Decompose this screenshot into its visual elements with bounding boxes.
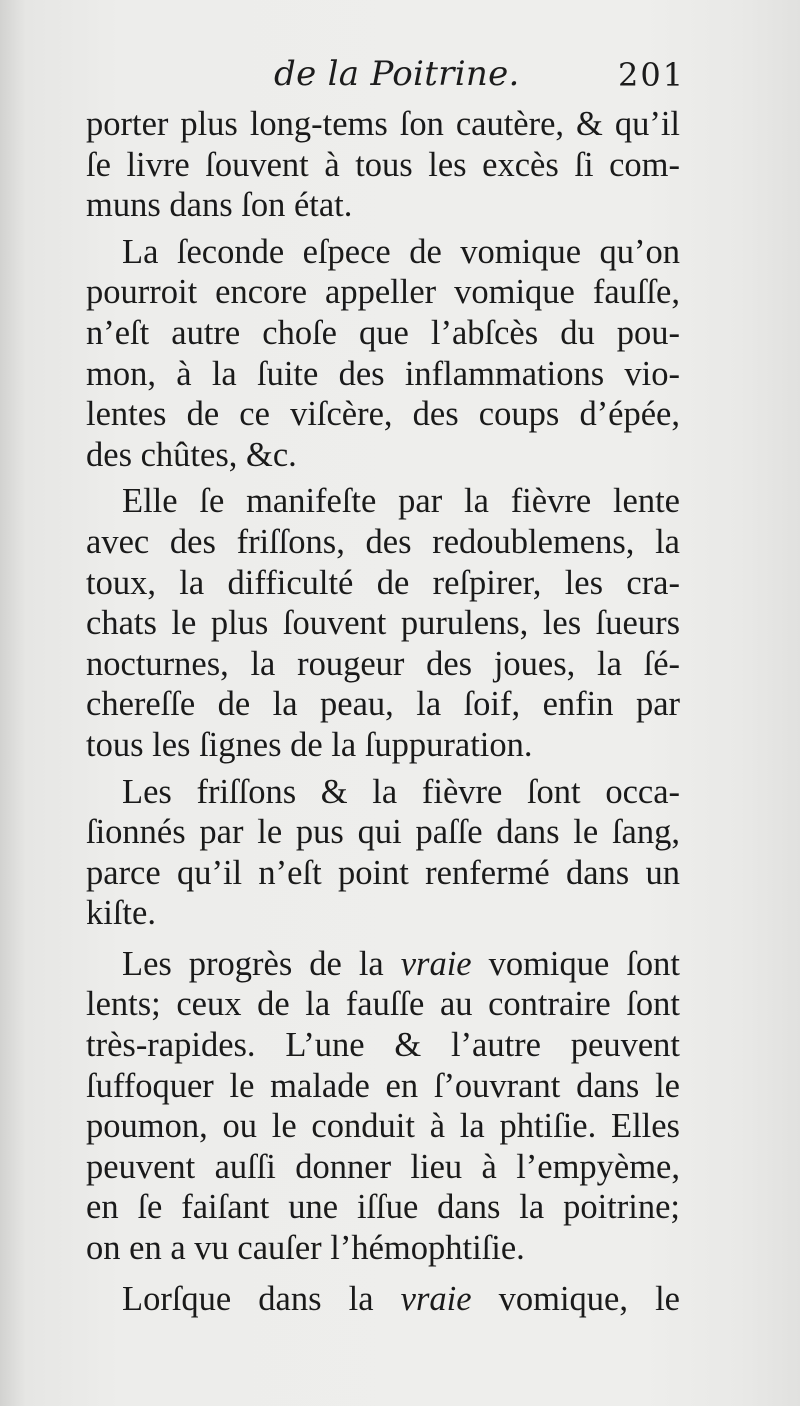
text-line: poumon, ou le conduit à la phtiſie. Elles [86,1107,680,1146]
text-line: tous les ſignes de la ſuppuration. [86,725,533,764]
text-line: lentes de ce viſcère, des coups d’épée, [86,395,680,434]
text-segment: vomique, le [471,1279,680,1318]
text-line: en ſe faiſant une iſſue dans la poitrine; [86,1188,680,1227]
text-line: des chûtes, &c. [86,435,297,474]
text-line: ſionnés par le pus qui paſſe dans le ſang, [86,813,680,852]
text-line: kiſte. [86,894,156,933]
running-head [0,52,800,100]
text-line: muns dans ſon état. [86,186,353,225]
text-line: mon, à la ſuite des inflammations vio- [86,354,680,393]
text-line: avec des friſſons, des redoublemens, la [86,522,680,561]
text-line: nocturnes, la rougeur des joues, la ſé- [86,644,680,683]
text-line: chats le plus ſouvent purulens, les ſueurs [86,604,680,643]
text-line: n’eſt autre choſe que l’abſcès du pou- [86,313,680,352]
running-title: de la Poitrine. [274,54,520,94]
text-line: peuvent auſſi donner lieu à l’empyème, [86,1147,680,1186]
text-line: pourroit encore appeller vomique fauſſe, [86,273,680,312]
text-line: parce qu’il n’eſt point renfermé dans un [86,853,680,892]
body-text [86,104,680,1319]
text-line: lents; ceux de la fauſſe au contraire ſont [86,985,680,1024]
text-line [86,1279,680,1320]
text-line: porter plus long-tems ſon cautère, & qu’il [86,105,680,143]
text-line: ſe livre ſouvent à tous les excès ſi com- [86,145,680,184]
text-line: très-rapides. L’une & l’autre peuvent [86,1026,680,1065]
page-number: 201 [618,56,686,94]
text-line: on en a vu cauſer l’hémophtiſie. [86,1229,525,1268]
text-segment: Les progrès de la [122,944,401,983]
text-line: Elle ſe manifeſte par la fièvre lente [122,482,680,521]
text-line: Les friſſons & la fièvre ſont occa- [122,772,680,811]
italic-word: vraie [400,944,472,983]
text-segment: Lorſque dans la [122,1279,401,1318]
italic-word: vraie [400,1279,472,1318]
text-line: toux, la difficulté de reſpirer, les cra- [86,563,680,602]
text-line: chereſſe de la peau, la ſoif, enfin par [86,685,680,724]
text-line: ſuffoquer le malade en ſ’ouvrant dans le [86,1066,680,1105]
text-segment: vomique ſont [471,944,680,983]
text-line [86,944,680,985]
text-line: La ſeconde eſpece de vomique qu’on [122,232,680,271]
